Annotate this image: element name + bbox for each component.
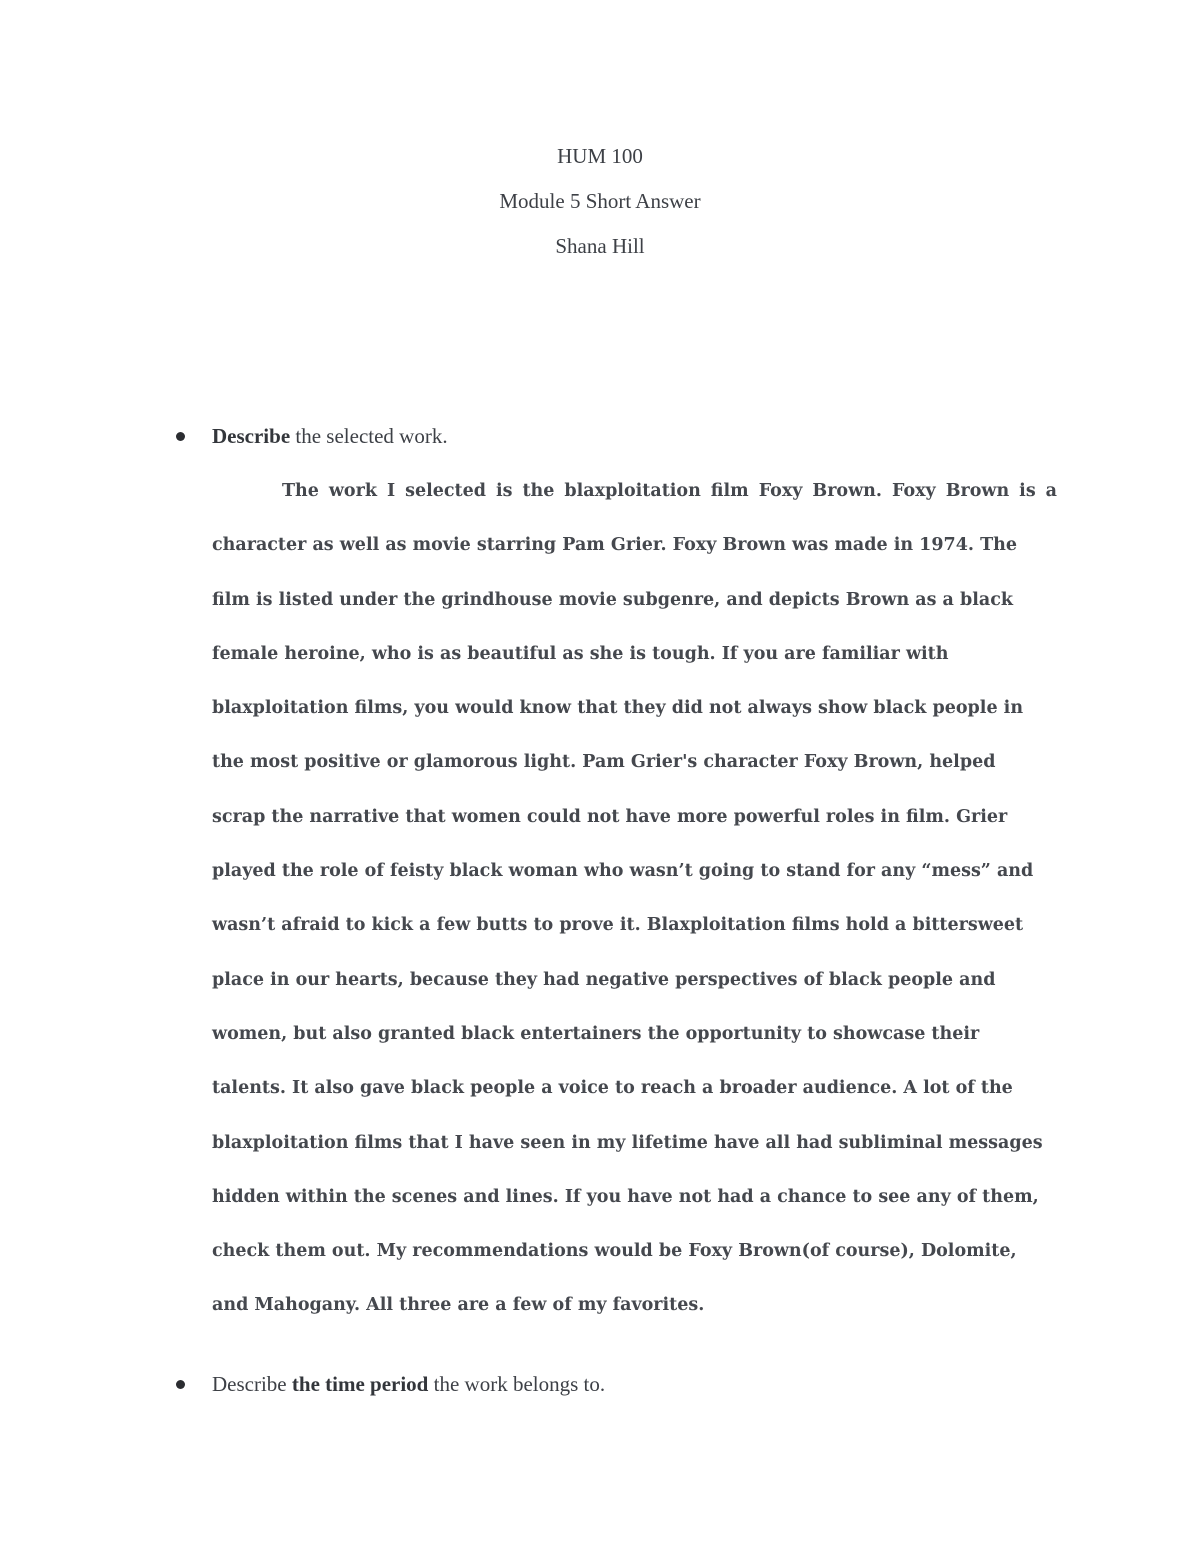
answer-line: film is listed under the grindhouse movie subgenre, and depicts Brown as a black — [212, 589, 1013, 610]
course-title: HUM 100 — [557, 144, 643, 168]
prompt-2-rest: the work belongs to. — [428, 1372, 606, 1396]
prompt-1-bold: Describe — [212, 424, 291, 448]
title-block — [0, 140, 1200, 275]
answer-line: wasn’t afraid to kick a few butts to prove it. Blaxploitation films hold a bittersweet — [212, 915, 1024, 936]
prompt-2-pre: Describe — [212, 1372, 292, 1396]
prompt-2-bold: the time period — [291, 1372, 429, 1396]
answer-line: check them out. My recommendations would be Foxy Brown(of course), Dolomite, — [212, 1241, 1017, 1262]
answer-line: hidden within the scenes and lines. If you have not had a chance to see any of them, — [212, 1186, 1039, 1207]
prompt-1-text — [212, 424, 448, 449]
answer-1-paragraph — [212, 464, 1057, 1333]
answer-line: character as well as movie starring Pam Grier. Foxy Brown was made in 1974. The — [212, 535, 1017, 556]
assignment-title: Module 5 Short Answer — [499, 189, 701, 213]
answer-line: place in our hearts, because they had negative perspectives of black people and — [212, 969, 996, 990]
prompt-2-text — [212, 1372, 605, 1397]
answer-line: blaxploitation films, you would know that they did not always show black people in — [212, 698, 1024, 719]
prompt-1-rest: the selected work. — [290, 424, 448, 448]
answer-line: The work I selected is the blaxploitation film Foxy Brown. Foxy Brown is a — [282, 481, 1057, 501]
author-name: Shana Hill — [555, 234, 645, 258]
answer-line: women, but also granted black entertainers the opportunity to showcase their — [212, 1023, 980, 1044]
bullet-icon — [176, 432, 185, 441]
answer-line: blaxploitation films that I have seen in my lifetime have all had subliminal messages — [212, 1132, 1043, 1153]
answer-line: the most positive or glamorous light. Pam Grier's character Foxy Brown, helped — [212, 752, 996, 773]
answer-line: scrap the narrative that women could not have more powerful roles in film. Grier — [212, 806, 1008, 827]
answer-line: female heroine, who is as beautiful as she is tough. If you are familiar with — [212, 643, 949, 664]
bullet-icon — [176, 1380, 185, 1389]
answer-line: and Mahogany. All three are a few of my favorites. — [212, 1295, 705, 1316]
answer-line: talents. It also gave black people a voice to reach a broader audience. A lot of the — [212, 1078, 1013, 1099]
answer-line: played the role of feisty black woman who wasn’t going to stand for any “mess” and — [212, 861, 1034, 882]
